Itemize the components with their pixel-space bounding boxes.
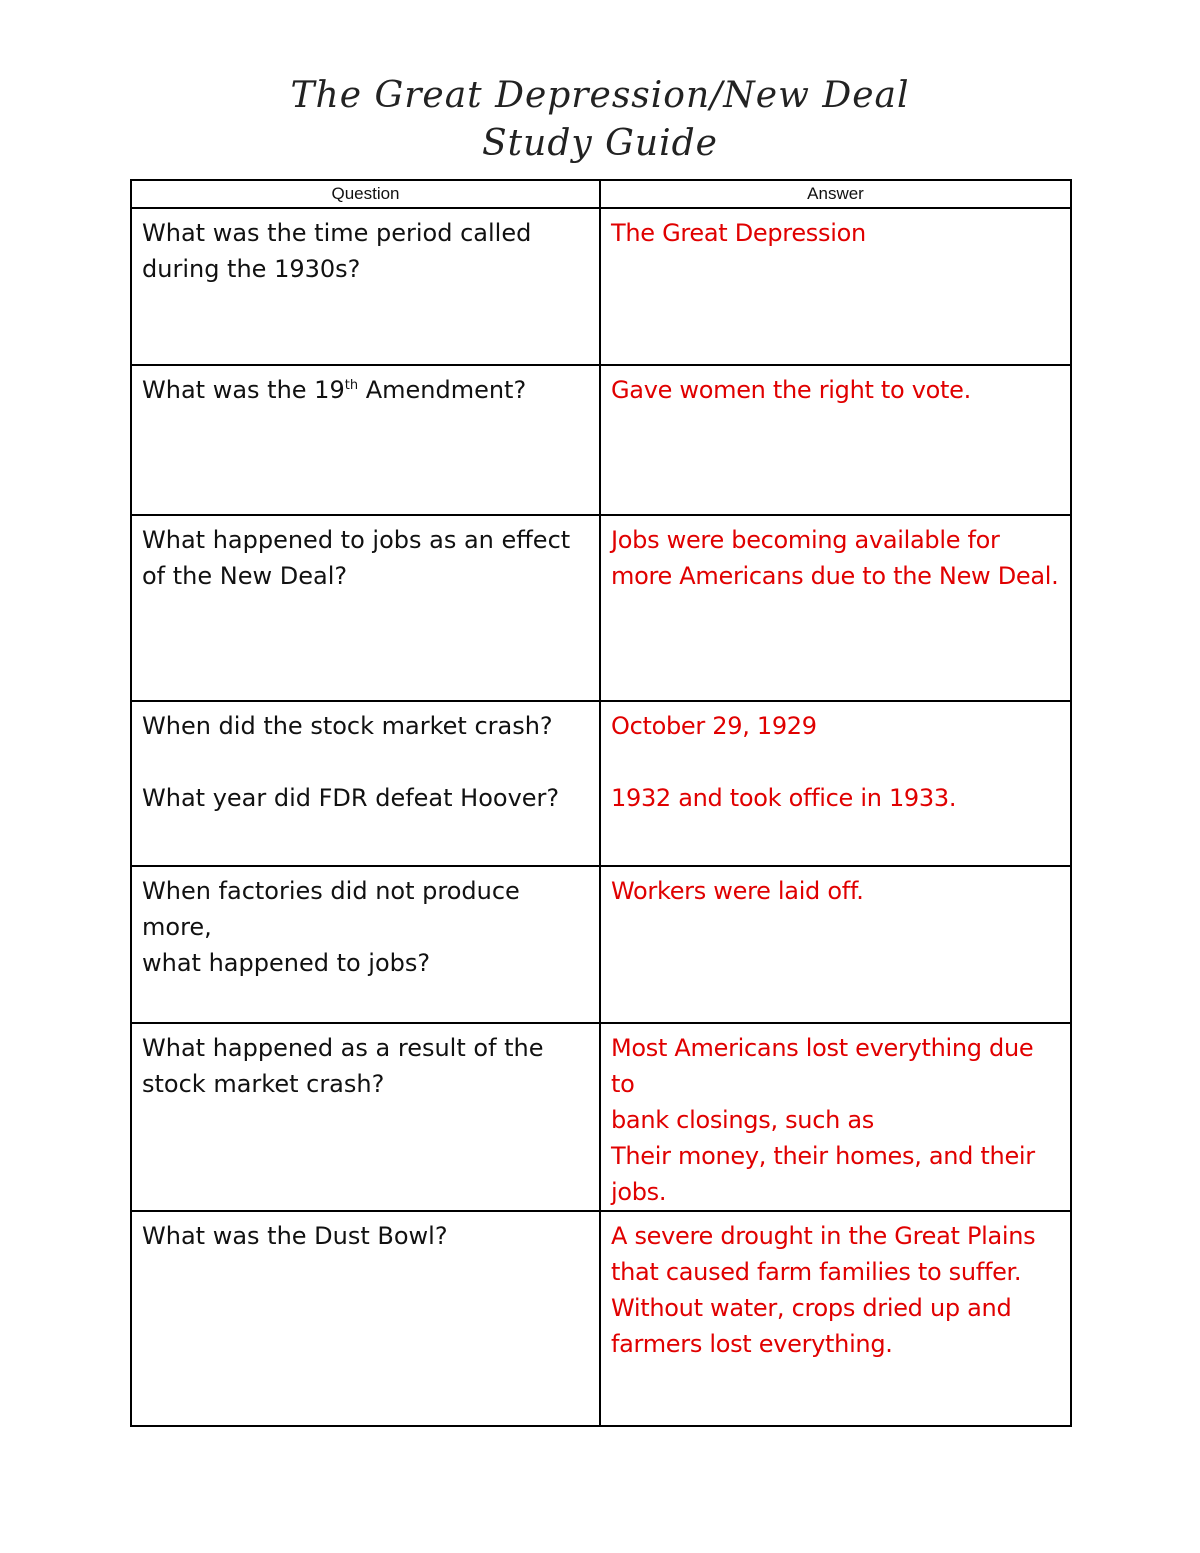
answer-text: more Americans due to the New Deal. [611,562,1059,590]
answer-cell [600,208,1071,365]
title-line-1: The Great Depression/New Deal [290,75,910,116]
question-cell [131,515,600,701]
table-row [131,515,1071,701]
question-text: When factories did not produce more, [142,877,520,941]
answer-text: Without water, crops dried up and [611,1294,1012,1322]
question-text: What year did FDR defeat Hoover? [142,784,560,812]
question-text: stock market crash? [142,1070,385,1098]
answer-text: farmers lost everything. [611,1330,893,1358]
answer-text: October 29, 1929 [611,712,817,740]
question-text: What was the time period called [142,219,532,247]
ordinal-suffix: th [344,378,359,393]
answer-text: Jobs were becoming available for [611,526,1000,554]
table-row [131,1023,1071,1211]
question-text: what happened to jobs? [142,949,431,977]
answer-column-header: Answer [600,180,1071,208]
answer-text: bank closings, such as [611,1106,874,1134]
line-gap [142,744,589,780]
answer-text: Workers were laid off. [611,877,864,905]
answer-cell [600,866,1071,1023]
table-row [131,365,1071,515]
page-title [0,72,1200,168]
answer-text: Gave women the right to vote. [611,376,971,404]
question-text: What happened as a result of the [142,1034,544,1062]
table-row [131,208,1071,365]
table-header-row [131,180,1071,208]
answer-cell [600,365,1071,515]
line-gap [611,744,1060,780]
question-text: What happened to jobs as an effect [142,526,571,554]
question-cell [131,866,600,1023]
answer-cell [600,515,1071,701]
study-guide-table [130,179,1072,1427]
question-column-header: Question [131,180,600,208]
answer-text: The Great Depression [611,219,866,247]
question-cell [131,1023,600,1211]
question-cell [131,1211,600,1426]
answer-cell [600,1023,1071,1211]
question-text: When did the stock market crash? [142,712,553,740]
question-text-part: What was the 19 [142,376,345,404]
table-row [131,1211,1071,1426]
answer-cell [600,1211,1071,1426]
question-cell [131,208,600,365]
answer-cell [600,701,1071,866]
answer-text: that caused farm families to suffer. [611,1258,1022,1286]
answer-text: jobs. [611,1178,667,1206]
answer-text: Most Americans lost everything due to [611,1034,1034,1098]
table-row [131,701,1071,866]
question-cell [131,701,600,866]
title-line-2: Study Guide [482,123,718,164]
question-text-part: Amendment? [358,376,527,404]
question-text: during the 1930s? [142,255,361,283]
answer-text: 1932 and took office in 1933. [611,784,957,812]
answer-text: A severe drought in the Great Plains [611,1222,1036,1250]
answer-text: Their money, their homes, and their [611,1142,1035,1170]
question-cell [131,365,600,515]
question-text [142,372,589,408]
question-text: What was the Dust Bowl? [142,1222,448,1250]
question-text: of the New Deal? [142,562,348,590]
table-row [131,866,1071,1023]
